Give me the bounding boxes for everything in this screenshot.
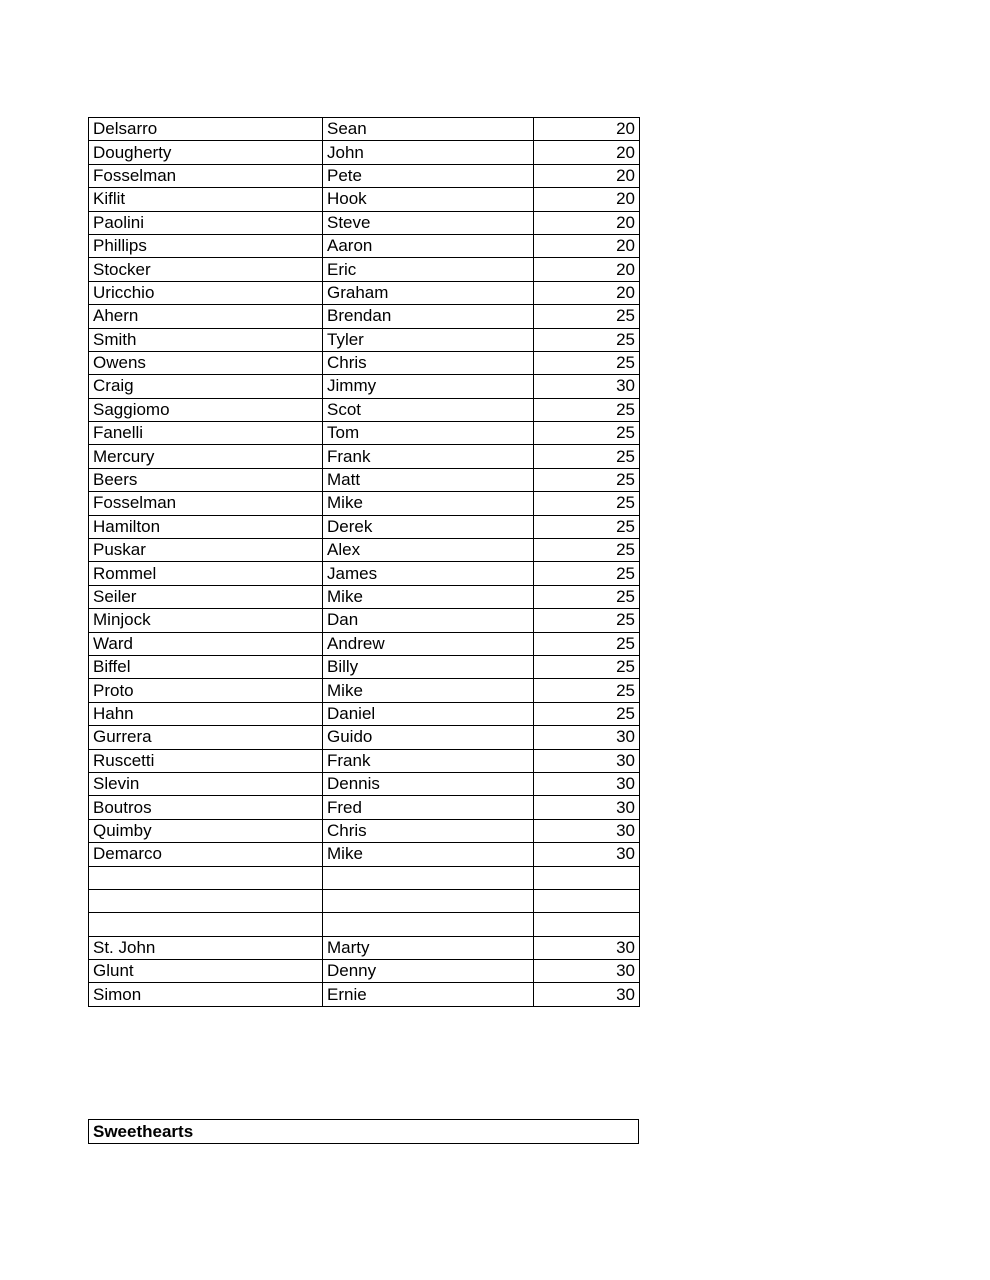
value-cell: 25 (534, 515, 640, 538)
last-name-cell: Delsarro (89, 118, 323, 141)
value-cell: 20 (534, 118, 640, 141)
value-cell: 20 (534, 281, 640, 304)
table-row (89, 305, 640, 328)
last-name-cell: Mercury (89, 445, 323, 468)
first-name-cell (323, 889, 534, 912)
last-name-cell: Fosselman (89, 164, 323, 187)
table-row (89, 328, 640, 351)
first-name-cell: Alex (323, 539, 534, 562)
table-row (89, 866, 640, 889)
table-row (89, 819, 640, 842)
value-cell: 20 (534, 234, 640, 257)
table-row (89, 492, 640, 515)
first-name-cell: James (323, 562, 534, 585)
last-name-cell: Puskar (89, 539, 323, 562)
value-cell: 25 (534, 632, 640, 655)
first-name-cell: John (323, 141, 534, 164)
value-cell: 25 (534, 679, 640, 702)
value-cell: 30 (534, 936, 640, 959)
table-row (89, 375, 640, 398)
value-cell: 30 (534, 375, 640, 398)
value-cell: 25 (534, 655, 640, 678)
value-cell: 25 (534, 422, 640, 445)
value-cell: 25 (534, 351, 640, 374)
last-name-cell: Owens (89, 351, 323, 374)
last-name-cell: Glunt (89, 960, 323, 983)
table-row (89, 351, 640, 374)
last-name-cell: Boutros (89, 796, 323, 819)
value-cell: 30 (534, 843, 640, 866)
first-name-cell: Fred (323, 796, 534, 819)
first-name-cell: Pete (323, 164, 534, 187)
roster-body (89, 118, 640, 1007)
last-name-cell: Minjock (89, 609, 323, 632)
last-name-cell: Paolini (89, 211, 323, 234)
first-name-cell: Graham (323, 281, 534, 304)
table-row (89, 141, 640, 164)
table-row (89, 679, 640, 702)
table-row (89, 609, 640, 632)
value-cell: 30 (534, 983, 640, 1006)
last-name-cell: Biffel (89, 655, 323, 678)
last-name-cell: Gurrera (89, 726, 323, 749)
last-name-cell: Slevin (89, 772, 323, 795)
table-row (89, 539, 640, 562)
first-name-cell: Frank (323, 445, 534, 468)
last-name-cell: Seiler (89, 585, 323, 608)
last-name-cell: Rommel (89, 562, 323, 585)
first-name-cell: Ernie (323, 983, 534, 1006)
last-name-cell: Hamilton (89, 515, 323, 538)
first-name-cell: Mike (323, 585, 534, 608)
value-cell: 30 (534, 819, 640, 842)
last-name-cell: Beers (89, 468, 323, 491)
table-row (89, 188, 640, 211)
first-name-cell: Frank (323, 749, 534, 772)
value-cell: 25 (534, 562, 640, 585)
last-name-cell (89, 866, 323, 889)
first-name-cell: Billy (323, 655, 534, 678)
table-row (89, 258, 640, 281)
value-cell (534, 913, 640, 936)
value-cell: 20 (534, 164, 640, 187)
table-row (89, 468, 640, 491)
table-row (89, 726, 640, 749)
value-cell: 30 (534, 796, 640, 819)
first-name-cell: Mike (323, 843, 534, 866)
value-cell: 20 (534, 141, 640, 164)
last-name-cell: Ruscetti (89, 749, 323, 772)
table-row (89, 960, 640, 983)
first-name-cell: Eric (323, 258, 534, 281)
section-header-sweethearts: Sweethearts (88, 1119, 639, 1144)
value-cell: 20 (534, 188, 640, 211)
first-name-cell: Mike (323, 679, 534, 702)
value-cell: 20 (534, 258, 640, 281)
last-name-cell: Hahn (89, 702, 323, 725)
value-cell: 25 (534, 305, 640, 328)
first-name-cell: Matt (323, 468, 534, 491)
table-row (89, 281, 640, 304)
first-name-cell: Tom (323, 422, 534, 445)
table-row (89, 562, 640, 585)
table-row (89, 632, 640, 655)
value-cell: 30 (534, 772, 640, 795)
value-cell: 25 (534, 328, 640, 351)
value-cell: 25 (534, 468, 640, 491)
last-name-cell: Simon (89, 983, 323, 1006)
table-row (89, 772, 640, 795)
last-name-cell: Smith (89, 328, 323, 351)
value-cell: 30 (534, 726, 640, 749)
last-name-cell (89, 913, 323, 936)
table-row (89, 211, 640, 234)
last-name-cell: Fanelli (89, 422, 323, 445)
last-name-cell: Proto (89, 679, 323, 702)
first-name-cell: Derek (323, 515, 534, 538)
last-name-cell: Dougherty (89, 141, 323, 164)
last-name-cell: Quimby (89, 819, 323, 842)
last-name-cell: Stocker (89, 258, 323, 281)
table-row (89, 422, 640, 445)
first-name-cell: Chris (323, 819, 534, 842)
table-row (89, 585, 640, 608)
value-cell: 25 (534, 609, 640, 632)
roster-table (88, 117, 640, 1007)
table-row (89, 843, 640, 866)
last-name-cell: Craig (89, 375, 323, 398)
table-row (89, 234, 640, 257)
value-cell: 30 (534, 960, 640, 983)
last-name-cell: Phillips (89, 234, 323, 257)
first-name-cell: Daniel (323, 702, 534, 725)
table-row (89, 655, 640, 678)
table-row (89, 796, 640, 819)
first-name-cell: Dan (323, 609, 534, 632)
value-cell: 20 (534, 211, 640, 234)
table-row (89, 889, 640, 912)
table-row (89, 936, 640, 959)
value-cell: 30 (534, 749, 640, 772)
table-row (89, 118, 640, 141)
first-name-cell: Hook (323, 188, 534, 211)
first-name-cell: Tyler (323, 328, 534, 351)
value-cell: 25 (534, 445, 640, 468)
table-row (89, 164, 640, 187)
last-name-cell (89, 889, 323, 912)
table-row (89, 445, 640, 468)
table-row (89, 913, 640, 936)
table-row (89, 749, 640, 772)
first-name-cell: Brendan (323, 305, 534, 328)
first-name-cell: Guido (323, 726, 534, 749)
last-name-cell: Uricchio (89, 281, 323, 304)
last-name-cell: Saggiomo (89, 398, 323, 421)
value-cell: 25 (534, 539, 640, 562)
first-name-cell: Denny (323, 960, 534, 983)
last-name-cell: St. John (89, 936, 323, 959)
value-cell (534, 866, 640, 889)
first-name-cell: Steve (323, 211, 534, 234)
value-cell: 25 (534, 398, 640, 421)
table-row (89, 983, 640, 1006)
value-cell: 25 (534, 585, 640, 608)
first-name-cell: Sean (323, 118, 534, 141)
first-name-cell: Dennis (323, 772, 534, 795)
first-name-cell (323, 913, 534, 936)
first-name-cell: Aaron (323, 234, 534, 257)
last-name-cell: Kiflit (89, 188, 323, 211)
table-row (89, 515, 640, 538)
first-name-cell: Marty (323, 936, 534, 959)
last-name-cell: Ward (89, 632, 323, 655)
value-cell (534, 889, 640, 912)
last-name-cell: Ahern (89, 305, 323, 328)
last-name-cell: Demarco (89, 843, 323, 866)
value-cell: 25 (534, 492, 640, 515)
first-name-cell: Andrew (323, 632, 534, 655)
first-name-cell: Jimmy (323, 375, 534, 398)
first-name-cell: Chris (323, 351, 534, 374)
first-name-cell: Scot (323, 398, 534, 421)
table-row (89, 702, 640, 725)
first-name-cell (323, 866, 534, 889)
first-name-cell: Mike (323, 492, 534, 515)
table-row (89, 398, 640, 421)
value-cell: 25 (534, 702, 640, 725)
last-name-cell: Fosselman (89, 492, 323, 515)
